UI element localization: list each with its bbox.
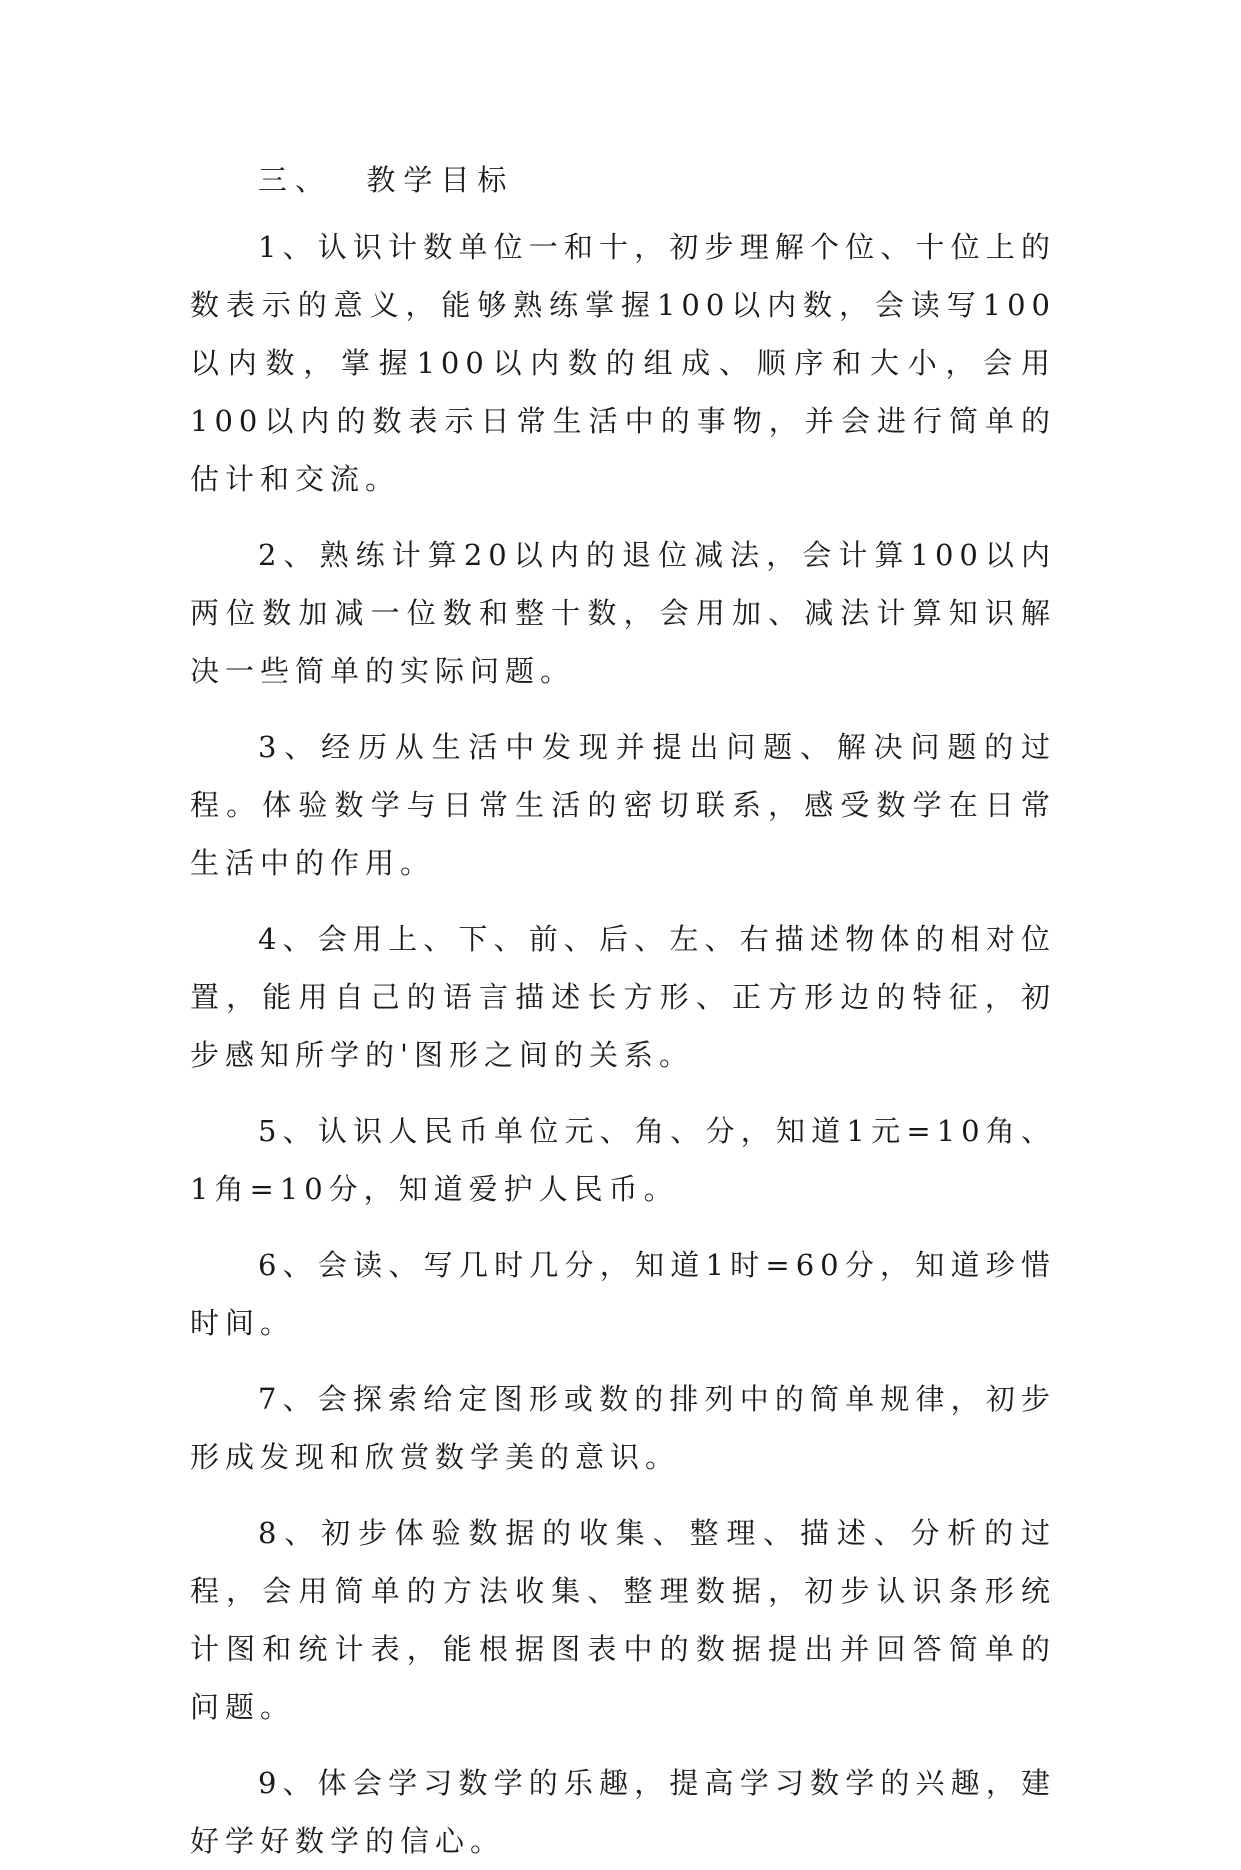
- objective-6: 6、会读、写几时几分，知道1时=60分，知道珍惜时间。: [190, 1248, 1056, 1340]
- objective-1: 1、认识计数单位一和十，初步理解个位、十位上的数表示的意义，能够熟练掌握100以内数，会读写100以内数，掌握100以内数的组成、顺序和大小，会用100以内的数表示日常生活中的事物，并会进行简单的估计和交流。: [190, 230, 1056, 496]
- objective-4: 4、会用上、下、前、后、左、右描述物体的相对位置，能用自己的语言描述长方形、正方形边的特征，初步感知所学的'图形之间的关系。: [190, 922, 1056, 1072]
- objective-8: 8、初步体验数据的收集、整理、描述、分析的过程，会用简单的方法收集、整理数据，初步认识条形统计图和统计表，能根据图表中的数据提出并回答简单的问题。: [190, 1516, 1056, 1724]
- objective-7: 7、会探索给定图形或数的排列中的简单规律，初步形成发现和欣赏数学美的意识。: [190, 1382, 1056, 1474]
- objective-2: 2、熟练计算20以内的退位减法，会计算100以内两位数加减一位数和整十数，会用加、减法计算知识解决一些简单的实际问题。: [190, 538, 1056, 688]
- objective-3: 3、经历从生活中发现并提出问题、解决问题的过程。体验数学与日常生活的密切联系，感受数学在日常生活中的作用。: [190, 730, 1056, 880]
- objective-9: 9、体会学习数学的乐趣，提高学习数学的兴趣，建好学好数学的信心。: [190, 1766, 1056, 1858]
- objective-5: 5、认识人民币单位元、角、分，知道1元=10角、1角=10分，知道爱护人民币。: [190, 1114, 1056, 1206]
- document-page: [190, 160, 1056, 1858]
- section-heading: 三、 教学目标: [258, 163, 515, 197]
